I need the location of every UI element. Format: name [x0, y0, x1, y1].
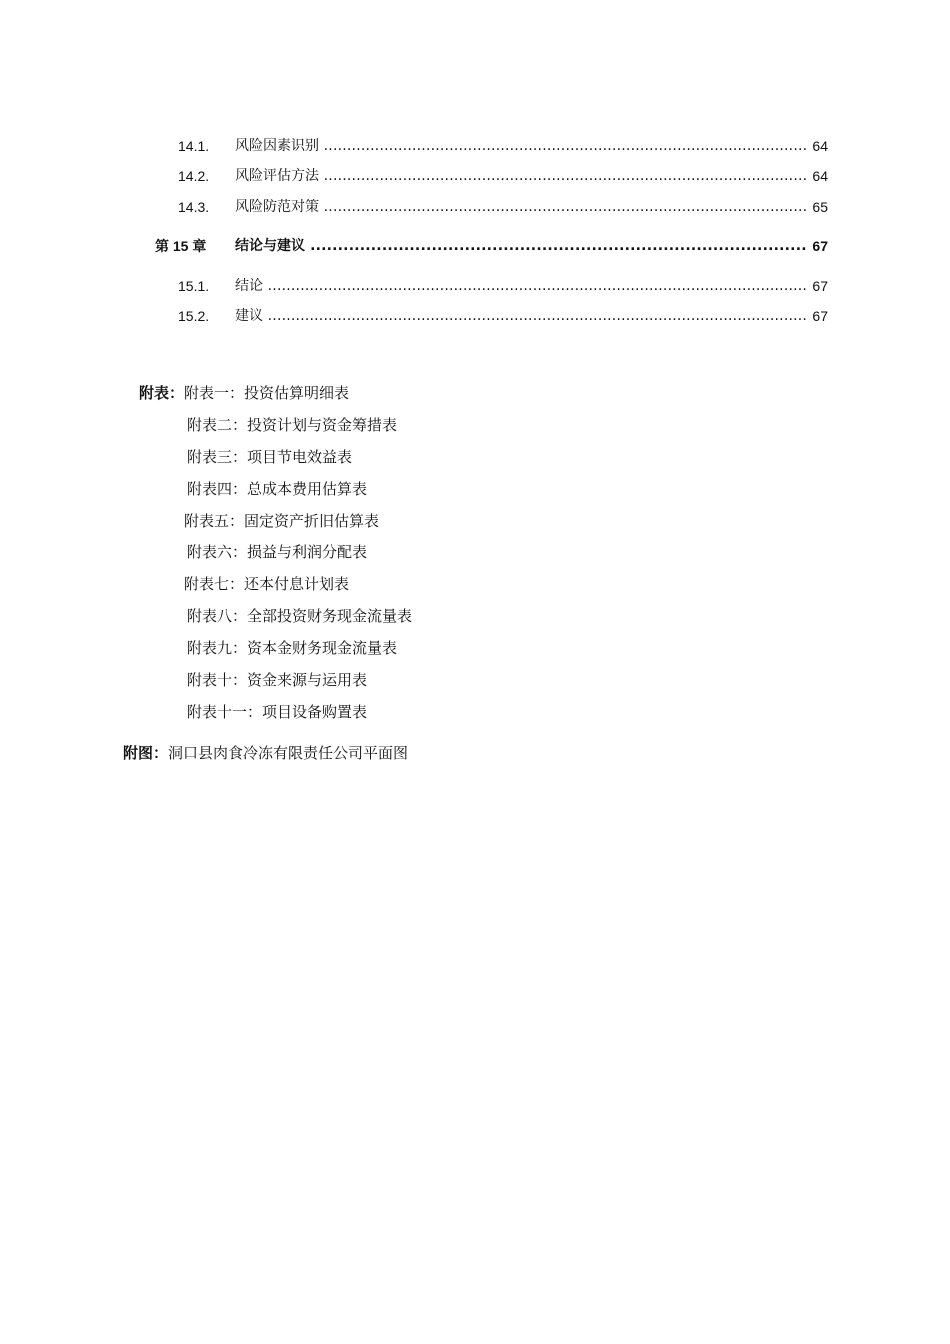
- toc-entry-15-2[interactable]: [0, 305, 950, 327]
- toc-page-number: 67: [810, 275, 828, 297]
- toc-entry-15-1[interactable]: [0, 275, 950, 297]
- appendix-table-6: 附表六：损益与利润分配表: [187, 543, 368, 561]
- appendix-table-8: 附表八：全部投资财务现金流量表: [187, 607, 413, 625]
- toc-number: 14.2.: [178, 168, 210, 184]
- toc-page-number: 64: [810, 135, 828, 157]
- toc-title: 风险因素识别 .....: [235, 135, 807, 157]
- appendix-table-4: 附表四：总成本费用估算表: [187, 480, 368, 498]
- appendix-table-11: 附表十一：项目设备购置表: [187, 703, 368, 721]
- toc-title: 风险防范对策 .....: [235, 196, 807, 218]
- appendix-table-7: 附表七：还本付息计划表: [184, 575, 350, 593]
- toc-number: 15.2.: [178, 308, 210, 324]
- appendix-table-5: 附表五：固定资产折旧估算表: [184, 512, 380, 530]
- appendix-table-10: 附表十：资金来源与运用表: [187, 671, 368, 689]
- appendix-figure: [123, 742, 408, 764]
- toc-entry-14-1[interactable]: [0, 135, 950, 157]
- appendix-table-1: [139, 382, 349, 404]
- toc-title: 风险评估方法 .....: [235, 165, 807, 187]
- appendix-tables-heading: 附表：: [139, 384, 185, 402]
- toc-number: 14.1.: [178, 138, 210, 154]
- toc-page-number: 64: [810, 165, 828, 187]
- toc-title: 结论 .....: [235, 275, 807, 297]
- appendix-table-9: 附表九：资本金财务现金流量表: [187, 639, 398, 657]
- toc-number: 14.3.: [178, 199, 210, 215]
- toc-entry-chapter-15[interactable]: [0, 235, 950, 257]
- appendix-table-2: 附表二：投资计划与资金筹措表: [187, 416, 398, 434]
- appendix-figure-title: 洞口县肉食冷冻有限责任公司平面图: [168, 744, 409, 762]
- appendix-table-3: 附表三：项目节电效益表: [187, 448, 353, 466]
- toc-chapter-title: 结论与建议 .....: [235, 235, 807, 257]
- toc-page-number: 67: [810, 235, 828, 257]
- appendix-table-title: 附表一：投资估算明细表: [184, 384, 350, 402]
- toc-page-number: 67: [810, 305, 828, 327]
- toc-number: 15.1.: [178, 278, 210, 294]
- toc-entry-14-2[interactable]: [0, 165, 950, 187]
- toc-entry-14-3[interactable]: [0, 196, 950, 218]
- toc-page-number: 65: [810, 196, 828, 218]
- appendix-figure-heading: 附图：: [123, 744, 169, 762]
- toc-chapter-number: 第 15 章: [155, 238, 207, 254]
- toc-title: 建议 .....: [235, 305, 807, 327]
